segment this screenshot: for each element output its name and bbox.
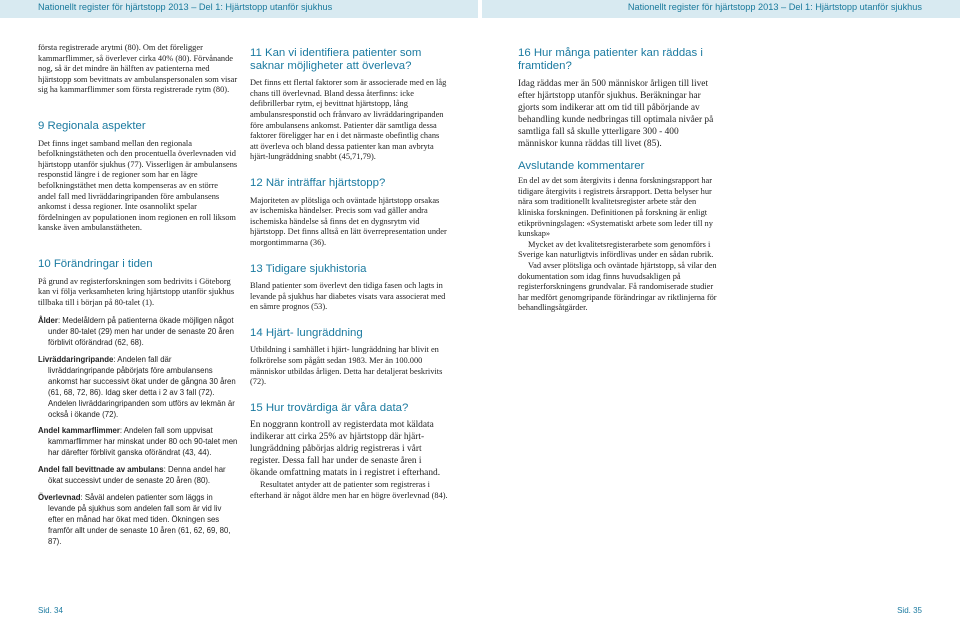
running-title-right: Nationellt register för hjärtstopp 2013 – Del 1: Hjärtstopp utanför sjukhus xyxy=(627,2,922,12)
change-item-livraddaringripande: Livräddaringripande: Andelen fall där livräddaringripande påbörjats före ambulansens ankomst har successivt ökat under de gångna 30 åren (61, 68, 72, 86). Idag sker detta i 2 av 3 fall (72). Andelen livräddaringripanden som utförs av lekmän är också i ökande (72). xyxy=(38,355,236,419)
closing-comments-heading: Avslutande kommentarer xyxy=(518,159,645,172)
section-10-heading: 10 Förändringar i tiden xyxy=(38,257,153,270)
page-header-right xyxy=(482,0,960,18)
section-15-text-2: Resultatet antyder att de patienter som registreras i efterhand är något äldre men har en högre överlevnad (84). xyxy=(250,479,448,500)
section-12-text: Majoriteten av plötsliga och oväntade hjärtstopp orsakas av ischemiska händelser. Precis som vad gäller andra ischemiska händelse så finns det en dygnsrytm vid hjärtstopp. Det finns alltså en lätt överrepresentation under morgontimmarna (36). xyxy=(250,195,447,247)
column-left xyxy=(38,43,238,554)
change-item-kammarflimmer: Andel kammarflimmer: Andelen fall som uppvisat kammarflimmer har minskat under 80 och 90-talet men har därefter förblivit ganska oförändrat (43, 44). xyxy=(38,426,238,458)
section-13-text: Bland patienter som överlevt den tidiga fasen och lagts in levande på sjukhus har diabetes visats vara associerat med en sämre prognos (53). xyxy=(250,281,446,312)
section-15-text: En noggrann kontroll av registerdata mot käldata indikerar att cirka 25% av hjärtstopp där hjärt-lungräddning påbörjas aldrig registreras i vårt register. Dessa fall har under de senaste åren i ökande omfattning matats in i registret i efterhand. xyxy=(250,420,441,479)
section-11-text: Det finns ett flertal faktorer som är associerade med en låg chans till överlevnad. Bland dessa återfinns: icke defibrillerbar rytm, ej bevittnat hjärtstopp, lång ambulansresponstid och frånvaro av livräddaringripanden före ambulansens ankomst. Patienter där samtliga dessa faktorer föreligger har en i det närmaste obefintlig chans att överleva och bland dessa patienter kan man avbryta hjärt-lungräddning snabbt (45,71,79). xyxy=(250,78,447,162)
section-14-heading: 14 Hjärt- lungräddning xyxy=(250,326,363,339)
change-item-alder: Ålder: Medelåldern på patienterna ökade möjligen något under 80-talet (29) men har under de senaste 20 åren förblivit oförändrad (62, 68). xyxy=(38,316,234,348)
change-item-ambulans: Andel fall bevittnade av ambulans: Denna andel har ökat successivt under de senaste 20 åren (80). xyxy=(38,465,226,486)
section-16-heading: 16 Hur många patienter kan räddas i framtiden? xyxy=(518,47,703,72)
intro-paragraph: första registrerade arytmi (80). Om det föreligger kammarflimmer, så överlever cirka 40% (80). Förvånande nog, så är det mindre än hälften av patienterna med hjärtstopp som bevittnats av ambulanspersonalen som visar sig ha kammarflimmer som första registrerade rytm (80). xyxy=(38,43,238,95)
section-15-heading: 15 Hur trovärdiga är våra data? xyxy=(250,401,409,414)
page-number-right: Sid. 35 xyxy=(897,606,922,615)
section-12-heading: 12 När inträffar hjärtstopp? xyxy=(250,176,386,189)
section-10-text: På grund av registerforskningen som bedrivits i Göteborg kan vi följa verksamheten kring hjärtstopp utanför sjukhus tillbaka till i början på 80-talet (1). xyxy=(38,276,235,307)
section-16-text: Idag räddas mer än 500 människor årligen till livet efter hjärtstopp utanför sjukhus. Beräkningar har gjorts som indikerar att om tid till påbörjande av behandling kunde nedbringas till optimala nivåer på samtliga fall så skulle ytterligare 300 - 400 människor kunna räddas till livet (85). xyxy=(518,79,714,149)
section-9-text: Det finns inget samband mellan den regionala befolkningstätheten och den procentuella överlevnaden vid hjärtstopp utanför sjukhus (77). Visserligen är ambulansens responstid längre i de regioner som har en lägre befolkningstäthet men detta kompenseras av en större andel fall med livräddaringripanden före ambulansens ankomst i dessa regioner. Inte osannolikt spelar fördelningen av populationen inom regionen en roll liksom kanske även ambulanstätheten. xyxy=(38,138,238,233)
section-11-heading: 11 Kan vi identifiera patienter som saknar möjligheter att överleva? xyxy=(250,47,422,72)
closing-paragraph-3: Vad avser plötsliga och oväntade hjärtstopp, så vilar den dokumentation som idag finns huvudsakligen på registerforskningens grundvalar. Få randomiserade studier har medfört genomgripande förändringar av riktlinjerna för behandlingsåtgärder. xyxy=(518,260,717,313)
page-header-left xyxy=(0,0,478,18)
section-13-heading: 13 Tidigare sjukhistoria xyxy=(250,262,367,275)
column-right xyxy=(518,47,718,314)
running-title-left: Nationellt register för hjärtstopp 2013 – Del 1: Hjärtstopp utanför sjukhus xyxy=(38,2,333,12)
page-number-left: Sid. 34 xyxy=(38,606,63,615)
closing-paragraph-1: En del av det som återgivits i denna forskningsrapport har tidigare återgivits i registrets årsrapport. Detta belyser hur nära som traditionellt kvalitetsregister arbete står den kliniska forskningen. Definitionen på forskning är enligt etikprövningslagen: «Systematiskt arbete som leder till ny kunskap» xyxy=(518,176,713,239)
change-item-overlevnad: Överlevnad: Såväl andelen patienter som läggs in levande på sjukhus som andelen fall som är vid liv efter en månad har ökat med tiden. Ökningen ses framför allt under de senaste 10 åren (61, 62, 69, 80, 87). xyxy=(38,492,231,546)
closing-paragraph-2: Mycket av det kvalitetsregisterarbete som genomförs i Sverige kan naturligtvis infördlivas under en sådan rubrik. xyxy=(518,239,714,260)
column-middle xyxy=(250,47,448,501)
section-9-heading: 9 Regionala aspekter xyxy=(38,119,146,132)
section-14-text: Utbildning i samhället i hjärt- lungräddning har blivit en folkrörelse som pågått sedan 1983. Mer än 100.000 människor utbildas årligen. Detta har detaljerat beskrivits (72). xyxy=(250,345,443,387)
